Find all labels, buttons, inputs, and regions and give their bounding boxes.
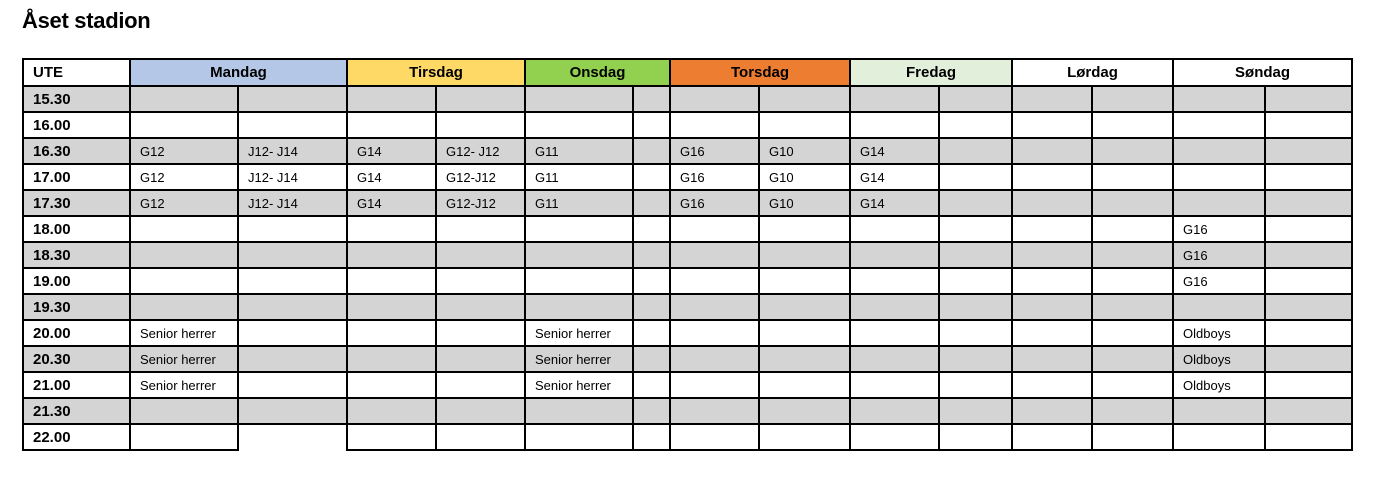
schedule-cell <box>633 294 670 320</box>
schedule-cell <box>1012 242 1092 268</box>
schedule-cell: G14 <box>347 190 436 216</box>
schedule-cell <box>238 320 347 346</box>
time-row <box>23 242 1352 268</box>
schedule-cell: G12 <box>130 138 238 164</box>
schedule-cell <box>670 86 759 112</box>
schedule-cell <box>850 424 939 450</box>
schedule-cell: G10 <box>759 138 850 164</box>
schedule-cell: Oldboys <box>1173 346 1265 372</box>
schedule-cell <box>633 190 670 216</box>
schedule-cell: G16 <box>1173 268 1265 294</box>
time-slot-label: 16.30 <box>23 138 130 164</box>
time-slot-label: 15.30 <box>23 86 130 112</box>
schedule-cell <box>939 372 1012 398</box>
schedule-cell <box>1265 216 1352 242</box>
schedule-cell <box>1092 268 1173 294</box>
schedule-cell <box>238 268 347 294</box>
schedule-cell <box>1265 424 1352 450</box>
schedule-cell <box>130 86 238 112</box>
schedule-cell <box>939 216 1012 242</box>
schedule-cell <box>939 294 1012 320</box>
schedule-cell <box>1173 164 1265 190</box>
time-slot-label: 19.30 <box>23 294 130 320</box>
schedule-cell <box>1012 268 1092 294</box>
schedule-cell <box>130 112 238 138</box>
schedule-cell <box>347 242 436 268</box>
time-slot-label: 18.00 <box>23 216 130 242</box>
schedule-cell <box>1265 190 1352 216</box>
schedule-cell <box>670 372 759 398</box>
schedule-cell: Senior herrer <box>525 346 633 372</box>
schedule-cell: G14 <box>347 164 436 190</box>
schedule-cell <box>850 112 939 138</box>
time-row <box>23 164 1352 190</box>
schedule-cell <box>1012 398 1092 424</box>
schedule-cell: G14 <box>347 138 436 164</box>
schedule-cell <box>130 242 238 268</box>
schedule-cell <box>1012 190 1092 216</box>
schedule-cell <box>1265 320 1352 346</box>
schedule-cell <box>238 294 347 320</box>
schedule-cell <box>1092 346 1173 372</box>
schedule-cell: Oldboys <box>1173 320 1265 346</box>
schedule-cell <box>939 138 1012 164</box>
schedule-cell <box>850 372 939 398</box>
schedule-cell <box>1092 164 1173 190</box>
schedule-cell <box>633 398 670 424</box>
schedule-cell <box>1092 112 1173 138</box>
schedule-cell <box>347 398 436 424</box>
schedule-cell <box>1012 164 1092 190</box>
schedule-cell <box>633 268 670 294</box>
schedule-cell <box>347 424 436 450</box>
schedule-cell <box>939 398 1012 424</box>
schedule-cell <box>759 320 850 346</box>
schedule-cell <box>238 86 347 112</box>
time-row <box>23 190 1352 216</box>
schedule-cell: G12- J12 <box>436 138 525 164</box>
schedule-cell: G14 <box>850 138 939 164</box>
schedule-cell <box>850 242 939 268</box>
time-row <box>23 268 1352 294</box>
time-slot-label: 17.00 <box>23 164 130 190</box>
schedule-cell <box>347 112 436 138</box>
schedule-cell <box>670 424 759 450</box>
schedule-cell <box>1012 138 1092 164</box>
schedule-cell <box>1092 190 1173 216</box>
schedule-cell <box>1012 294 1092 320</box>
schedule-cell <box>850 320 939 346</box>
schedule-cell <box>1092 398 1173 424</box>
schedule-cell <box>436 268 525 294</box>
schedule-cell <box>670 216 759 242</box>
schedule-cell <box>1265 398 1352 424</box>
schedule-cell <box>525 242 633 268</box>
schedule-cell <box>633 138 670 164</box>
schedule-cell <box>525 268 633 294</box>
header-row <box>23 59 1352 86</box>
schedule-cell: G12-J12 <box>436 190 525 216</box>
time-row <box>23 424 1352 450</box>
schedule-cell <box>939 346 1012 372</box>
time-slot-label: 16.00 <box>23 112 130 138</box>
schedule-cell <box>436 398 525 424</box>
schedule-cell <box>238 346 347 372</box>
schedule-cell <box>1265 294 1352 320</box>
time-slot-label: 19.00 <box>23 268 130 294</box>
schedule-cell: J12- J14 <box>238 190 347 216</box>
schedule-cell <box>1012 112 1092 138</box>
schedule-cell <box>130 268 238 294</box>
schedule-cell <box>436 242 525 268</box>
schedule-cell <box>759 216 850 242</box>
schedule-cell <box>1092 86 1173 112</box>
day-header-torsdag: Torsdag <box>670 59 850 86</box>
schedule-cell <box>347 346 436 372</box>
schedule-cell: G11 <box>525 190 633 216</box>
time-slot-label: 18.30 <box>23 242 130 268</box>
schedule-cell <box>1173 424 1265 450</box>
schedule-cell: J12- J14 <box>238 164 347 190</box>
schedule-cell: G16 <box>1173 216 1265 242</box>
schedule-cell <box>1092 138 1173 164</box>
time-row <box>23 346 1352 372</box>
schedule-cell <box>525 424 633 450</box>
schedule-cell: G11 <box>525 138 633 164</box>
schedule-cell <box>347 320 436 346</box>
schedule-cell <box>1012 86 1092 112</box>
schedule-cell: Senior herrer <box>130 372 238 398</box>
schedule-cell <box>633 346 670 372</box>
schedule-cell <box>850 346 939 372</box>
schedule-cell: G12 <box>130 190 238 216</box>
schedule-cell <box>759 112 850 138</box>
schedule-cell <box>1092 294 1173 320</box>
time-row <box>23 294 1352 320</box>
time-column-header: UTE <box>23 59 130 86</box>
schedule-cell <box>670 268 759 294</box>
time-row <box>23 372 1352 398</box>
schedule-cell <box>850 216 939 242</box>
schedule-cell: G16 <box>1173 242 1265 268</box>
schedule-cell <box>670 294 759 320</box>
schedule-cell: G10 <box>759 190 850 216</box>
schedule-cell <box>238 398 347 424</box>
time-slot-label: 21.30 <box>23 398 130 424</box>
schedule-cell <box>1173 398 1265 424</box>
schedule-cell <box>670 320 759 346</box>
schedule-cell <box>1265 346 1352 372</box>
schedule-cell: G16 <box>670 190 759 216</box>
schedule-cell <box>130 424 238 450</box>
schedule-cell <box>525 216 633 242</box>
page-title: Åset stadion <box>22 8 151 33</box>
schedule-cell <box>1092 372 1173 398</box>
time-slot-label: 20.30 <box>23 346 130 372</box>
schedule-cell <box>1265 138 1352 164</box>
time-row <box>23 216 1352 242</box>
time-slot-label: 17.30 <box>23 190 130 216</box>
schedule-cell <box>1173 294 1265 320</box>
day-header-onsdag: Onsdag <box>525 59 670 86</box>
schedule-cell <box>436 294 525 320</box>
schedule-cell <box>1012 216 1092 242</box>
schedule-cell <box>347 372 436 398</box>
schedule-cell <box>347 294 436 320</box>
schedule-cell <box>633 164 670 190</box>
schedule-cell <box>1012 346 1092 372</box>
schedule-cell <box>850 294 939 320</box>
schedule-cell <box>850 398 939 424</box>
schedule-cell <box>1265 242 1352 268</box>
schedule-cell <box>850 86 939 112</box>
schedule-cell <box>1173 138 1265 164</box>
day-header-søndag: Søndag <box>1173 59 1352 86</box>
schedule-cell <box>238 372 347 398</box>
schedule-cell <box>670 398 759 424</box>
schedule-cell <box>759 86 850 112</box>
schedule-cell <box>238 112 347 138</box>
schedule-cell <box>939 242 1012 268</box>
schedule-cell: Senior herrer <box>525 372 633 398</box>
schedule-cell <box>1012 372 1092 398</box>
schedule-cell: J12- J14 <box>238 138 347 164</box>
schedule-cell <box>1092 242 1173 268</box>
time-row <box>23 320 1352 346</box>
schedule-table <box>22 58 1353 451</box>
schedule-cell <box>939 164 1012 190</box>
time-row <box>23 112 1352 138</box>
schedule-cell: Oldboys <box>1173 372 1265 398</box>
schedule-cell <box>347 216 436 242</box>
schedule-cell <box>939 86 1012 112</box>
schedule-cell <box>939 320 1012 346</box>
schedule-cell <box>436 372 525 398</box>
schedule-cell <box>436 216 525 242</box>
schedule-cell <box>633 216 670 242</box>
schedule-cell <box>436 112 525 138</box>
schedule-cell <box>525 86 633 112</box>
schedule-cell <box>1265 112 1352 138</box>
schedule-cell <box>633 372 670 398</box>
schedule-cell: G12-J12 <box>436 164 525 190</box>
time-slot-label: 22.00 <box>23 424 130 450</box>
schedule-cell <box>759 346 850 372</box>
schedule-cell <box>436 320 525 346</box>
schedule-cell <box>633 424 670 450</box>
schedule-cell <box>759 294 850 320</box>
schedule-cell <box>633 112 670 138</box>
schedule-cell <box>130 216 238 242</box>
schedule-cell <box>759 268 850 294</box>
schedule-cell <box>436 346 525 372</box>
schedule-cell <box>633 86 670 112</box>
schedule-cell <box>1092 216 1173 242</box>
schedule-cell <box>1173 86 1265 112</box>
schedule-cell <box>347 268 436 294</box>
schedule-cell: G16 <box>670 164 759 190</box>
schedule-cell <box>130 398 238 424</box>
schedule-cell <box>670 346 759 372</box>
schedule-cell <box>130 294 238 320</box>
schedule-cell <box>525 294 633 320</box>
schedule-cell <box>670 242 759 268</box>
schedule-cell <box>939 268 1012 294</box>
schedule-cell <box>939 190 1012 216</box>
schedule-cell <box>525 398 633 424</box>
schedule-cell <box>939 112 1012 138</box>
schedule-cell <box>1173 112 1265 138</box>
schedule-cell <box>238 242 347 268</box>
schedule-cell <box>633 320 670 346</box>
schedule-cell <box>759 372 850 398</box>
schedule-cell <box>347 86 436 112</box>
time-slot-label: 21.00 <box>23 372 130 398</box>
schedule-cell <box>1012 320 1092 346</box>
schedule-cell: Senior herrer <box>130 320 238 346</box>
schedule-cell <box>759 398 850 424</box>
day-header-fredag: Fredag <box>850 59 1012 86</box>
time-row <box>23 138 1352 164</box>
day-header-tirsdag: Tirsdag <box>347 59 525 86</box>
day-header-lørdag: Lørdag <box>1012 59 1173 86</box>
schedule-cell: G16 <box>670 138 759 164</box>
schedule-cell <box>850 268 939 294</box>
schedule-cell <box>759 424 850 450</box>
schedule-cell <box>238 424 347 450</box>
schedule-cell: G12 <box>130 164 238 190</box>
schedule-cell <box>436 424 525 450</box>
schedule-cell <box>1092 320 1173 346</box>
time-row <box>23 398 1352 424</box>
schedule-cell: Senior herrer <box>525 320 633 346</box>
schedule-cell <box>436 86 525 112</box>
schedule-cell <box>670 112 759 138</box>
schedule-cell <box>939 424 1012 450</box>
schedule-cell <box>1265 372 1352 398</box>
schedule-cell <box>1012 424 1092 450</box>
schedule-cell <box>1173 190 1265 216</box>
schedule-cell <box>759 242 850 268</box>
schedule-cell: G10 <box>759 164 850 190</box>
schedule-cell <box>238 216 347 242</box>
time-slot-label: 20.00 <box>23 320 130 346</box>
schedule-cell: G14 <box>850 190 939 216</box>
time-row <box>23 86 1352 112</box>
schedule-cell <box>1265 86 1352 112</box>
schedule-body <box>23 86 1352 450</box>
schedule-cell <box>1265 268 1352 294</box>
schedule-cell <box>1092 424 1173 450</box>
day-header-mandag: Mandag <box>130 59 347 86</box>
schedule-cell: Senior herrer <box>130 346 238 372</box>
schedule-cell <box>525 112 633 138</box>
schedule-cell <box>633 242 670 268</box>
schedule-cell <box>1265 164 1352 190</box>
schedule-cell: G11 <box>525 164 633 190</box>
schedule-cell: G14 <box>850 164 939 190</box>
